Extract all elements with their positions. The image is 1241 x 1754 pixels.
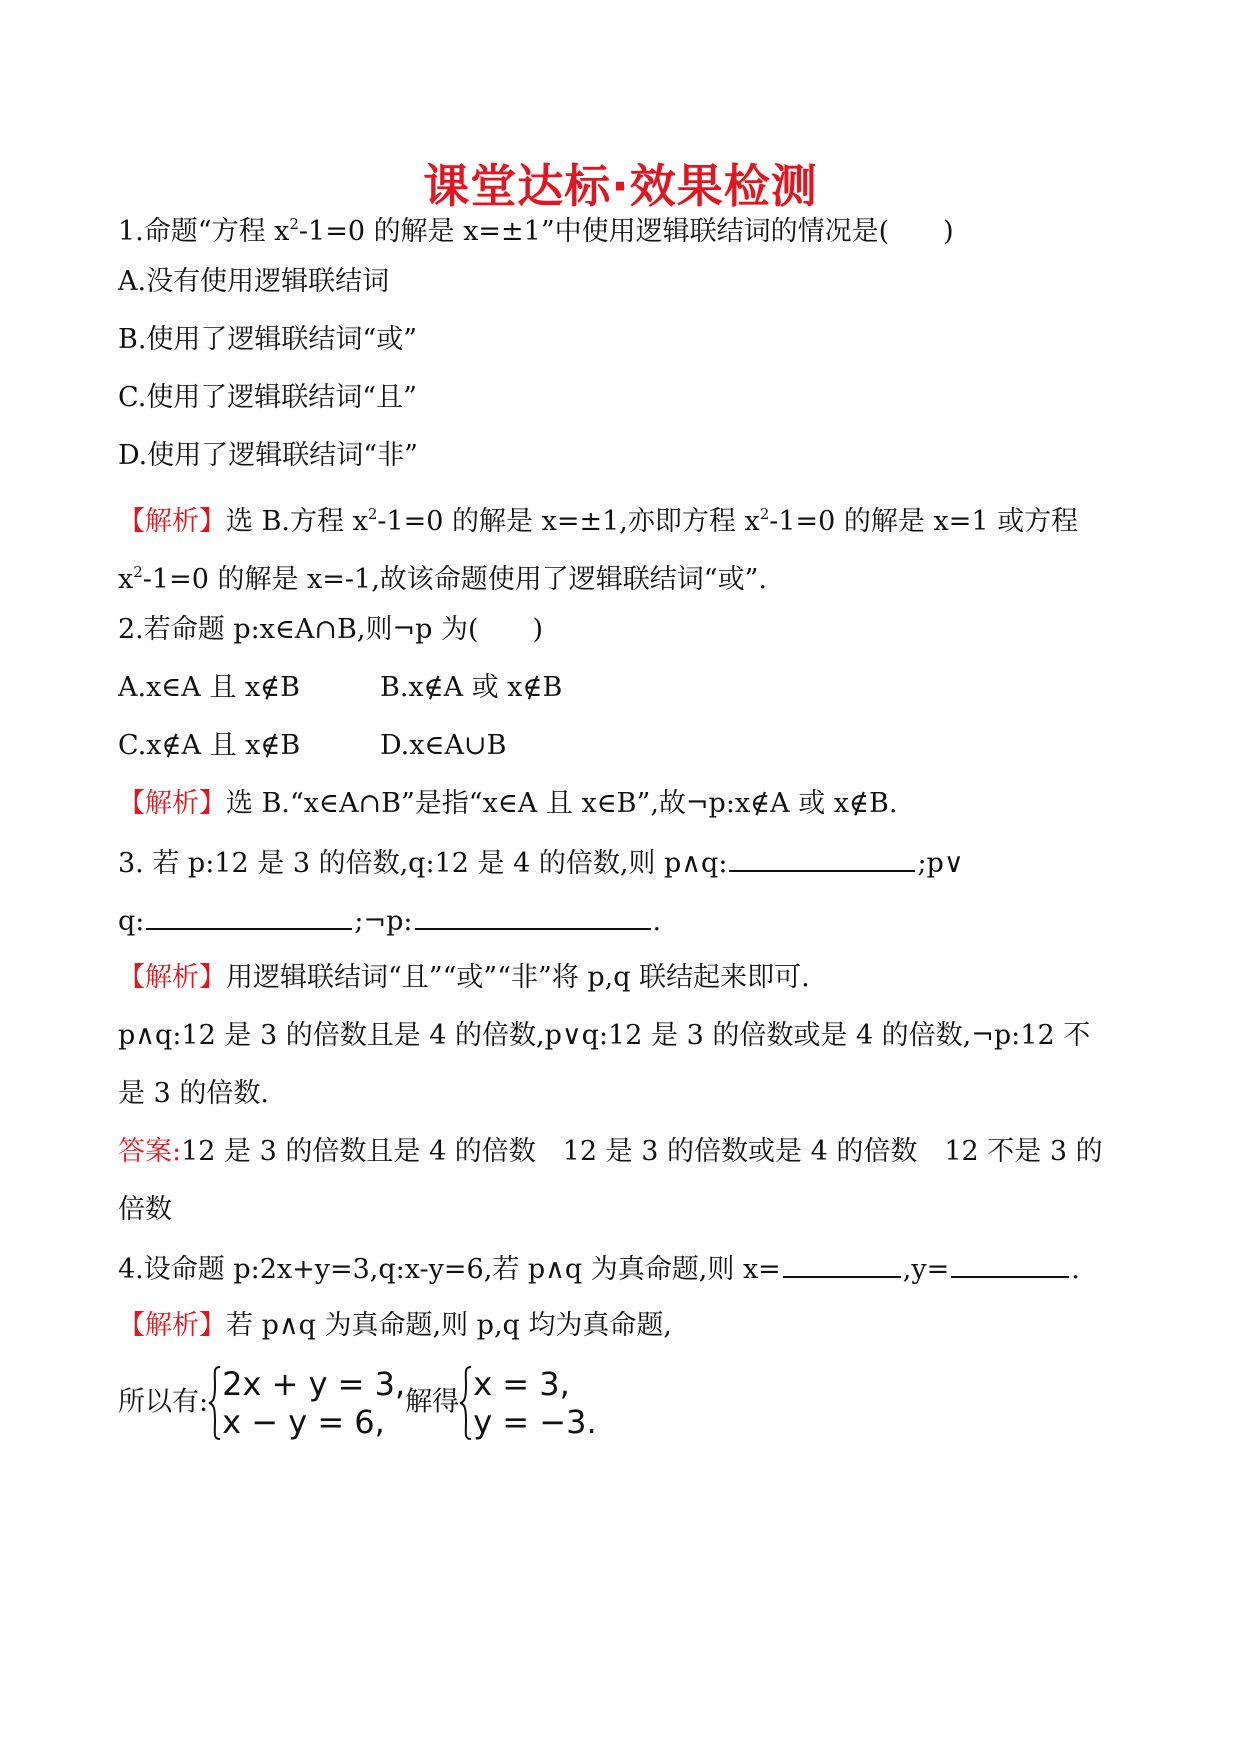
q2-option-b: B.x∉A 或 x∉B [380,672,563,703]
answer-blank [951,1250,1069,1278]
answer-tag: 答案: [118,1136,182,1167]
q3-solution-line2: p∧q:12 是 3 的倍数且是 4 的倍数,p∨q:12 是 3 的倍数或是 4 的倍数,¬p:12 不 [118,1020,1091,1051]
answer-blank [729,844,915,872]
q4-solution-line1: 【解析】若 p∧q 为真命题,则 p,q 均为真命题, [118,1310,672,1341]
answer-blank [783,1250,901,1278]
q2-options-row2 [118,728,1128,764]
q1-option-d: D.使用了逻辑联结词“非” [118,440,418,471]
q1-option-b: B.使用了逻辑联结词“或” [118,324,418,355]
solution-tag: 【解析】 [118,962,226,993]
q2-options-row1 [118,670,1128,706]
q1-solution-line2: $x^2-1=0$ 的解是 x=-1,故该命题使用了逻辑联结词“或”. [118,563,767,595]
solution-tag: 【解析】 [118,788,226,819]
solution-system: x = 3, y = −3. [459,1365,596,1441]
q3-solution-line1: 【解析】用逻辑联结词“且”“或”“非”将 p,q 联结起来即可. [118,962,810,993]
q3-answer-line2: 倍数 [118,1194,172,1225]
q1-stem: 1.命题“方程 $x^2-1=0$ 的解是 x=±1”中使用逻辑联结词的情况是( ) [118,215,954,247]
q4-stem: 4.设命题 p:2x+y=3,q:x-y=6,若 p∧q 为真命题,则 x= ,y= . [118,1250,1128,1288]
brace-icon [459,1365,473,1441]
q2-option-d: D.x∈A∪B [380,730,507,761]
q1-option-c: C.使用了逻辑联结词“且” [118,382,417,413]
q1-option-a: A.没有使用逻辑联结词 [118,266,390,297]
q3-stem-line2: q: ;¬p: . [118,902,1128,940]
brace-icon [208,1365,222,1441]
q3-solution-line3: 是 3 的倍数. [118,1078,269,1109]
answer-blank [146,902,352,930]
q2-option-a: A.x∈A 且 x∉B [118,672,301,703]
q1-solution-line1: 【解析】选 B.方程 $x^2-1=0$ 的解是 x=±1,亦即方程 $x^2-1=0$ 的解是 x=1 或方程 [118,505,1079,537]
q4-solution-line2: 所以有: 2x + y = 3, x − y = 6, 解得 x = 3, y = −3. [118,1364,597,1441]
q2-solution: 【解析】选 B.“x∈A∩B”是指“x∈A 且 x∈B”,故¬p:x∉A 或 x∉B. [118,788,898,819]
q3-stem-line1: 3. 若 p:12 是 3 的倍数,q:12 是 4 的倍数,则 p∧q: ;p∨ [118,844,1128,882]
solution-tag: 【解析】 [118,506,226,537]
solution-tag: 【解析】 [118,1310,226,1341]
q2-stem: 2.若命题 p:x∈A∩B,则¬p 为( ) [118,614,544,645]
equation-system: 2x + y = 3, x − y = 6, [208,1365,405,1441]
q2-option-c: C.x∉A 且 x∉B [118,730,301,761]
answer-blank [415,902,651,930]
page-title: 课堂达标·效果检测 [423,159,818,213]
q3-answer-line1: 答案:12 是 3 的倍数且是 4 的倍数 12 是 3 的倍数或是 4 的倍数 12 不是 3 的 [118,1136,1103,1167]
